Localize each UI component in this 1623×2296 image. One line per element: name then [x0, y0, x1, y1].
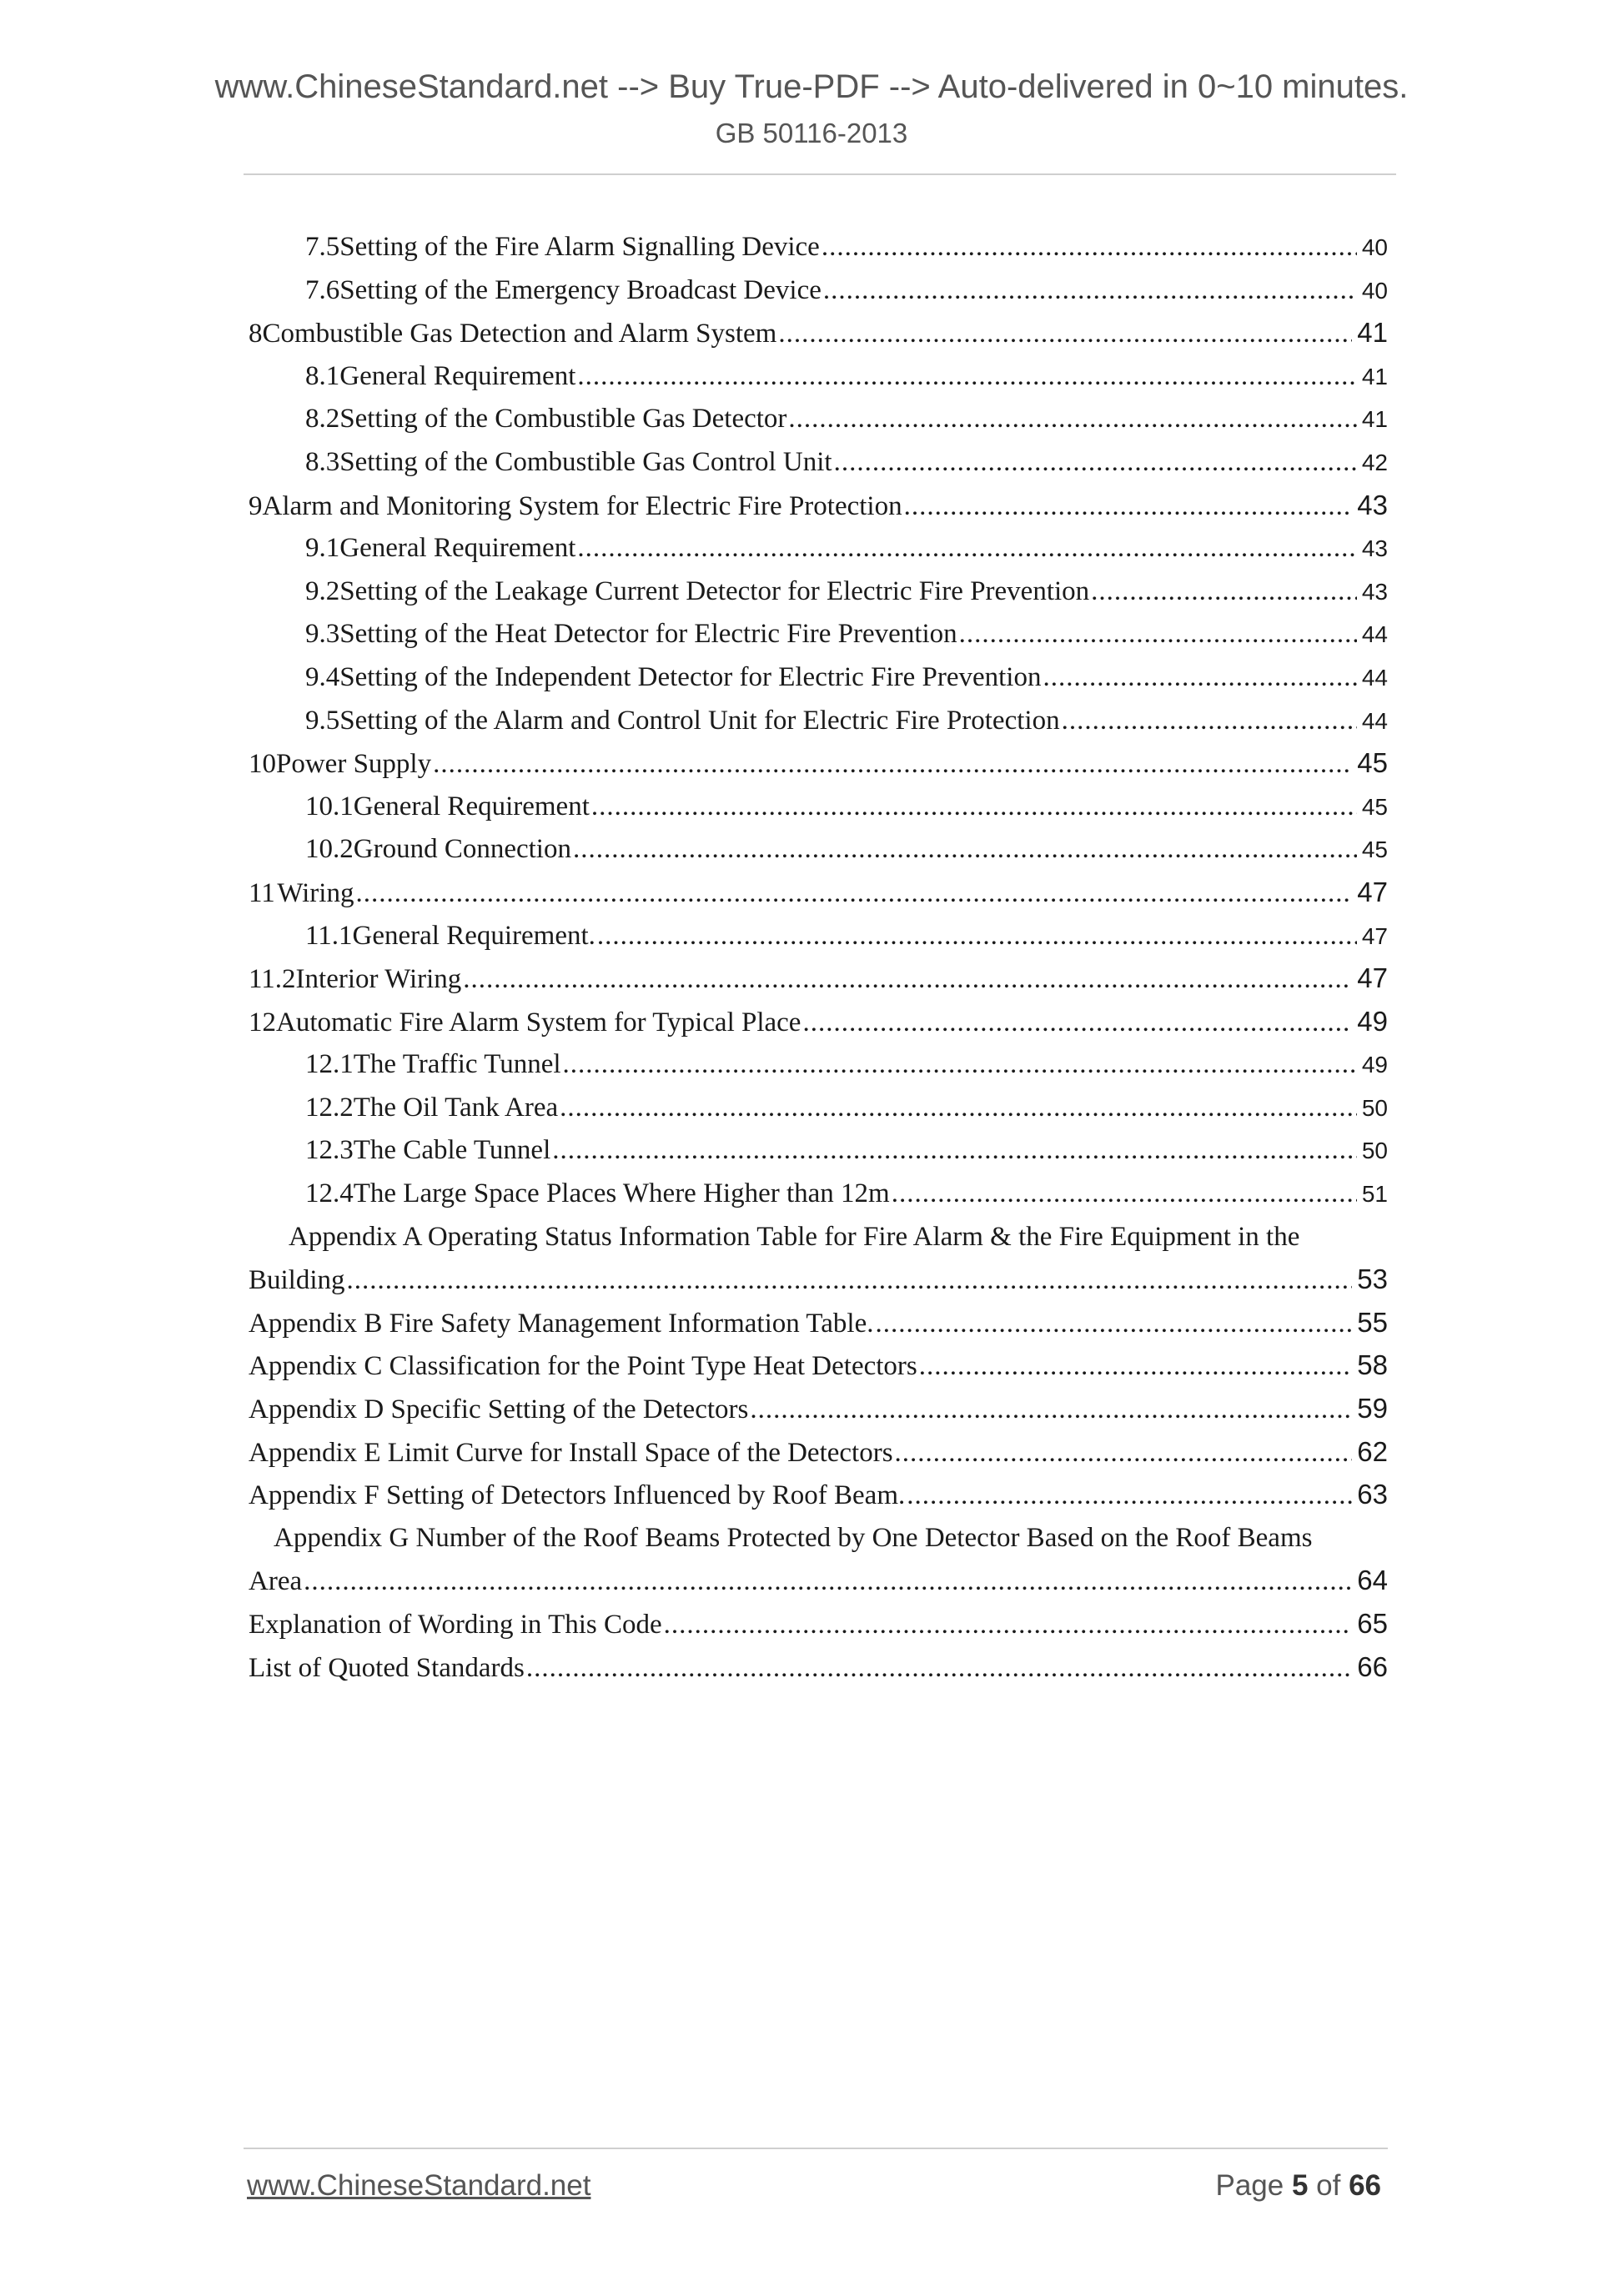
toc-row[interactable] [249, 354, 1388, 398]
toc-leader [563, 1042, 1357, 1086]
footer-divider [244, 2148, 1388, 2149]
toc-leader [1043, 656, 1356, 699]
toc-title: Power Supply [276, 749, 432, 780]
toc-title: Alarm and Monitoring System for Electric Fire Protection [262, 490, 902, 521]
toc-title: Appendix C Classification for the Point Type Heat Detectors [249, 1351, 917, 1382]
toc-page: 50 [1361, 1094, 1388, 1121]
toc-row[interactable] [249, 570, 1388, 613]
page-of: of [1308, 2169, 1349, 2202]
toc-leader [892, 1172, 1357, 1215]
toc-leader [823, 269, 1357, 312]
toc-number: 8.1 [305, 360, 340, 391]
toc-row-appendix[interactable] [249, 1473, 1388, 1516]
toc-title: Setting of the Combustible Gas Detector [339, 404, 787, 435]
toc-number: 12.2 [305, 1092, 354, 1123]
toc-row-appendix[interactable] [249, 1387, 1388, 1430]
toc-page: 51 [1361, 1181, 1388, 1208]
header-divider [244, 173, 1396, 175]
toc-row[interactable] [249, 957, 1388, 1000]
toc-row-appendix-g[interactable] [249, 1516, 1388, 1560]
toc-leader [591, 785, 1357, 828]
toc-leader [959, 612, 1357, 656]
toc-row[interactable] [249, 526, 1388, 570]
toc-row[interactable] [249, 484, 1388, 527]
toc-leader [577, 354, 1356, 398]
toc-title: Appendix B Fire Safety Management Information Table. [249, 1308, 874, 1339]
toc-row[interactable] [249, 699, 1388, 742]
toc-page: 59 [1357, 1393, 1388, 1424]
toc-page: 40 [1361, 234, 1388, 260]
toc-leader [560, 1086, 1357, 1129]
toc-row-explanation[interactable] [249, 1602, 1388, 1645]
toc-title: Building [249, 1265, 345, 1296]
toc-row[interactable] [249, 1000, 1388, 1043]
toc-row-appendix[interactable] [249, 1344, 1388, 1387]
page-total: 66 [1349, 2169, 1381, 2202]
toc-page: 45 [1361, 793, 1388, 820]
toc-leader [875, 1302, 1352, 1345]
toc-number: 10 [249, 749, 276, 780]
toc-number: 9.4 [305, 661, 340, 692]
table-of-contents [249, 225, 1388, 1688]
toc-row[interactable] [249, 1086, 1388, 1129]
toc-title: Appendix D Specific Setting of the Detectors [249, 1394, 749, 1425]
toc-number: 12.4 [305, 1178, 354, 1209]
page-current: 5 [1291, 2169, 1309, 2202]
toc-leader [907, 1474, 1352, 1517]
toc-row[interactable] [249, 1042, 1388, 1086]
toc-row[interactable] [249, 871, 1388, 914]
toc-page: 45 [1357, 747, 1388, 779]
toc-row[interactable] [249, 269, 1388, 312]
toc-page: 64 [1357, 1565, 1388, 1596]
toc-leader [347, 1259, 1353, 1302]
toc-row-appendix[interactable] [249, 1301, 1388, 1344]
toc-page: 47 [1357, 876, 1388, 907]
toc-leader [822, 225, 1357, 269]
toc-number: 9.5 [305, 705, 340, 736]
toc-number: 9.2 [305, 575, 340, 606]
toc-leader [750, 1388, 1352, 1431]
toc-number: 12.3 [305, 1135, 354, 1166]
toc-leader [1091, 570, 1357, 613]
toc-title: The Large Space Places Where Higher than 12m [353, 1178, 890, 1209]
toc-page: 50 [1361, 1138, 1388, 1164]
toc-title: Setting of the Combustible Gas Control Unit [339, 446, 832, 477]
toc-number: 11.2 [249, 964, 296, 995]
toc-title: General Requirement [339, 360, 576, 391]
toc-title: List of Quoted Standards [249, 1652, 525, 1683]
toc-row[interactable] [249, 785, 1388, 828]
toc-row[interactable] [249, 1128, 1388, 1172]
toc-title: Setting of the Fire Alarm Signalling Device [339, 232, 820, 262]
page-indicator [1215, 2167, 1381, 2205]
toc-page: 53 [1357, 1264, 1388, 1295]
toc-row[interactable] [249, 397, 1388, 440]
toc-leader [526, 1646, 1352, 1690]
footer-site-link[interactable]: www.ChineseStandard.net [247, 2169, 591, 2202]
toc-page: 66 [1357, 1650, 1388, 1682]
toc-title: The Traffic Tunnel [353, 1049, 561, 1080]
toc-title: Appendix F Setting of Detectors Influenced by Roof Beam. [249, 1480, 906, 1511]
toc-title: Appendix E Limit Curve for Install Space of the Detectors [249, 1437, 893, 1468]
toc-number: 9 [249, 490, 263, 521]
toc-title: Explanation of Wording in This Code [249, 1610, 662, 1640]
toc-row[interactable] [249, 656, 1388, 699]
toc-page: 44 [1361, 707, 1388, 734]
toc-row-appendix-a[interactable] [249, 1215, 1388, 1259]
toc-row-appendix[interactable] [249, 1430, 1388, 1474]
toc-row-appendix-g-cont[interactable] [249, 1559, 1388, 1602]
toc-number: 11 [249, 877, 275, 908]
toc-title: General Requirement [353, 791, 590, 821]
toc-row[interactable] [249, 440, 1388, 484]
toc-page: 43 [1357, 489, 1388, 520]
toc-page: 44 [1361, 664, 1388, 691]
toc-number: 10.2 [305, 834, 354, 865]
toc-title: Appendix A Operating Status Information Table for Fire Alarm & the Fire Equipment in the [289, 1221, 1300, 1252]
toc-row[interactable] [249, 741, 1388, 785]
toc-number: 7.5 [305, 232, 340, 262]
toc-leader [919, 1344, 1353, 1388]
toc-number: 8 [249, 319, 263, 349]
toc-page: 41 [1361, 363, 1388, 389]
toc-title: Wiring [277, 877, 354, 908]
toc-leader [788, 397, 1356, 440]
toc-number: 9.3 [305, 619, 340, 650]
toc-page: 44 [1361, 621, 1388, 648]
toc-page: 40 [1361, 277, 1388, 304]
toc-page: 62 [1357, 1435, 1388, 1467]
toc-title: Setting of the Emergency Broadcast Device [339, 274, 822, 305]
toc-row[interactable] [249, 827, 1388, 871]
toc-title: General Requirement. [352, 920, 595, 951]
toc-title: Setting of the Independent Detector for Electric Fire Prevention [339, 661, 1042, 692]
toc-number: 8.3 [305, 446, 340, 477]
toc-title: Ground Connection [353, 834, 571, 865]
toc-page: 42 [1361, 449, 1388, 475]
toc-title: Automatic Fire Alarm System for Typical Place [276, 1007, 801, 1037]
toc-page: 63 [1357, 1479, 1388, 1510]
toc-leader [577, 526, 1356, 570]
toc-title: The Oil Tank Area [353, 1092, 559, 1123]
toc-leader [895, 1431, 1353, 1475]
toc-page: 45 [1361, 837, 1388, 863]
toc-leader [355, 872, 1352, 915]
toc-leader [778, 312, 1352, 355]
toc-number: 10.1 [305, 791, 354, 821]
toc-title: Setting of the Leakage Current Detector for Electric Fire Prevention [339, 575, 1090, 606]
toc-row[interactable] [249, 225, 1388, 269]
toc-page: 49 [1357, 1005, 1388, 1037]
toc-row-appendix-a-cont[interactable] [249, 1258, 1388, 1301]
toc-title: General Requirement [339, 533, 576, 564]
toc-leader [304, 1560, 1352, 1603]
toc-page: 55 [1357, 1306, 1388, 1338]
toc-number: 8.2 [305, 404, 340, 435]
toc-page: 65 [1357, 1608, 1388, 1639]
toc-title: Area [249, 1566, 303, 1597]
toc-leader [904, 485, 1353, 528]
toc-row[interactable] [249, 914, 1388, 957]
toc-row[interactable] [249, 1172, 1388, 1215]
toc-number: 11.1 [305, 920, 353, 951]
toc-leader [597, 914, 1357, 957]
toc-page: 58 [1357, 1349, 1388, 1381]
toc-title: Appendix G Number of the Roof Beams Protected by One Detector Based on the Roof Beams [274, 1522, 1313, 1553]
toc-leader [552, 1128, 1357, 1172]
toc-title: Setting of the Alarm and Control Unit for Electric Fire Protection [339, 705, 1060, 736]
toc-number: 7.6 [305, 274, 340, 305]
toc-leader [433, 742, 1352, 786]
toc-page: 47 [1361, 922, 1388, 949]
toc-title: Setting of the Heat Detector for Electric Fire Prevention [339, 619, 957, 650]
toc-leader [664, 1603, 1353, 1646]
toc-page: 41 [1357, 317, 1388, 349]
toc-row-quoted-standards[interactable] [249, 1645, 1388, 1689]
toc-title: Interior Wiring [295, 964, 462, 995]
toc-page: 41 [1361, 406, 1388, 433]
toc-page: 47 [1357, 962, 1388, 994]
toc-page: 49 [1361, 1052, 1388, 1078]
toc-number: 12 [249, 1007, 276, 1037]
toc-row[interactable] [249, 612, 1388, 656]
toc-title: Combustible Gas Detection and Alarm System [262, 319, 777, 349]
toc-page: 43 [1361, 535, 1388, 562]
page-prefix: Page [1215, 2169, 1292, 2202]
toc-number: 12.1 [305, 1049, 354, 1080]
toc-number: 9.1 [305, 533, 340, 564]
toc-leader [463, 957, 1352, 1001]
standard-code: GB 50116-2013 [715, 118, 908, 148]
toc-leader [573, 827, 1357, 871]
toc-leader [1062, 699, 1357, 742]
toc-leader [802, 1001, 1352, 1044]
toc-title: The Cable Tunnel [353, 1135, 551, 1166]
header-banner[interactable]: www.ChineseStandard.net --> Buy True-PDF --> Auto-delivered in 0~10 minutes. [214, 68, 1409, 105]
toc-row[interactable] [249, 311, 1388, 354]
toc-page: 43 [1361, 578, 1388, 605]
toc-leader [834, 440, 1357, 484]
